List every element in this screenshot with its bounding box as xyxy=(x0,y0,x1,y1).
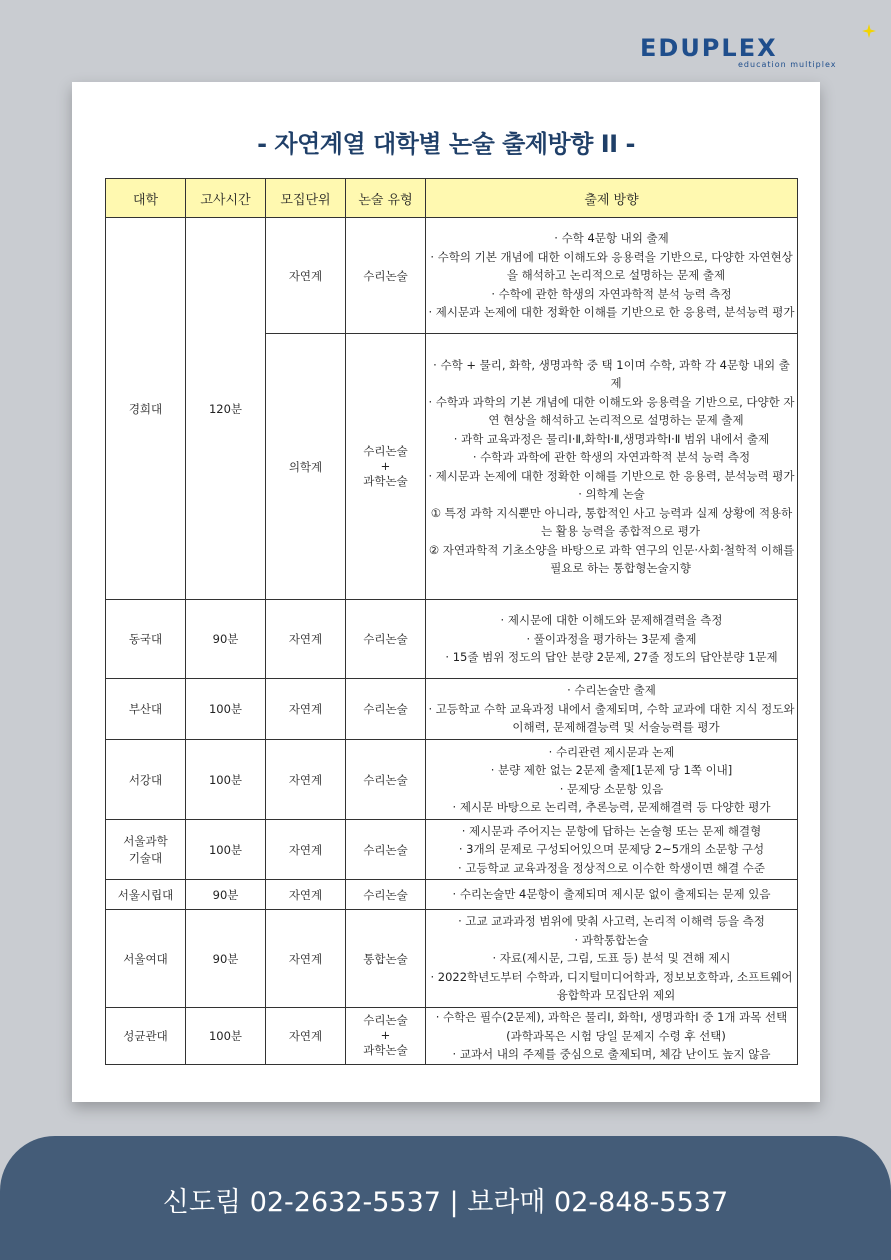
direction-cell xyxy=(426,740,798,820)
logo-sparkle-icon xyxy=(862,24,876,38)
document-page xyxy=(72,82,820,1102)
university-name-part: 기술대 xyxy=(128,850,163,865)
exam-time-cell: 90분 xyxy=(186,910,266,1008)
direction-point: · 수리논술만 4문항이 출제되며 제시문 없이 출제되는 문제 있음 xyxy=(452,887,771,902)
header-direction: 출제 방향 xyxy=(426,179,798,218)
direction-point: · 수학에 관한 학생의 자연과학적 분석 능력 측정 xyxy=(491,286,732,301)
essay-type-cell: 수리논술 xyxy=(346,740,426,820)
university-cell: 성균관대 xyxy=(106,1008,186,1065)
essay-type-cell xyxy=(346,334,426,600)
direction-point: · 제시문과 주어지는 문항에 답하는 논술형 또는 문제 해결형 xyxy=(461,823,762,838)
exam-time-cell: 90분 xyxy=(186,600,266,679)
university-cell: 서울시립대 xyxy=(106,880,186,910)
page-title: - 자연계열 대학별 논술 출제방향 II - xyxy=(257,130,635,158)
exam-time-cell: 90분 xyxy=(186,880,266,910)
direction-point: · 의학계 논술 xyxy=(578,487,645,501)
direction-cell xyxy=(426,218,798,334)
unit-cell: 자연계 xyxy=(266,218,346,334)
essay-type-part: 과학논술 xyxy=(363,1043,408,1058)
unit-cell: 자연계 xyxy=(266,600,346,679)
essay-type-part: 수리논술 xyxy=(363,1013,408,1028)
exam-time-cell: 100분 xyxy=(186,1008,266,1065)
university-cell: 서강대 xyxy=(106,740,186,820)
table-row xyxy=(106,740,798,820)
exam-time-cell: 120분 xyxy=(186,218,266,600)
header-essay-type: 논술 유형 xyxy=(346,179,426,218)
exam-time-cell: 100분 xyxy=(186,679,266,740)
branch-phone-numbers: 신도림 02-2632-5537 | 보라매 02-848-5537 xyxy=(162,1187,729,1218)
unit-cell: 자연계 xyxy=(266,1008,346,1065)
direction-point: · 자료(제시문, 그림, 도표 등) 분석 및 견해 제시 xyxy=(492,951,731,966)
direction-cell xyxy=(426,820,798,880)
unit-cell: 자연계 xyxy=(266,740,346,820)
direction-point: · 수학과 과학에 관한 학생의 자연과학적 분석 능력 측정 xyxy=(472,450,751,464)
direction-cell xyxy=(426,679,798,740)
direction-point: · 수학 + 물리, 화학, 생명과학 중 택 1이며 수학, 과학 각 4문항 내외 출제 xyxy=(433,357,790,390)
direction-point: · 제시문과 논제에 대한 정확한 이해를 기반으로 한 응용력, 분석능력 평가 xyxy=(428,305,795,320)
unit-cell: 자연계 xyxy=(266,880,346,910)
university-cell: 부산대 xyxy=(106,679,186,740)
direction-subpoint: ② 자연과학적 기초소양을 바탕으로 과학 연구의 인문·사회·철학적 이해를 필요로 하는 통합형논술지향 xyxy=(428,542,795,575)
unit-cell: 자연계 xyxy=(266,910,346,1008)
university-cell: 경희대 xyxy=(106,218,186,600)
direction-cell xyxy=(426,910,798,1008)
unit-cell: 자연계 xyxy=(266,679,346,740)
logo-tagline: education multiplex xyxy=(738,60,837,69)
university-cell: 동국대 xyxy=(106,600,186,679)
direction-point: · 수학의 기본 개념에 대한 이해도와 응용력을 기반으로, 다양한 자연현상을 해석하고 논리적으로 설명하는 문제 출제 xyxy=(430,249,793,283)
direction-point: · 풀이과정을 평가하는 3문제 출제 xyxy=(526,631,697,646)
essay-type-cell: 통합논술 xyxy=(346,910,426,1008)
direction-point: · 15줄 범위 정도의 답안 분량 2문제, 27줄 정도의 답안분량 1문제 xyxy=(445,650,778,665)
direction-point: · 고교 교과과정 범위에 맞춰 사고력, 논리적 이해력 등을 측정 xyxy=(458,914,765,929)
table-row xyxy=(106,1008,798,1065)
contact-footer xyxy=(0,1136,891,1260)
direction-point: · 제시문 바탕으로 논리력, 추론능력, 문제해결력 등 다양한 평가 xyxy=(452,800,771,814)
essay-type-plus: + xyxy=(380,459,391,473)
direction-point: · 수리논술만 출제 xyxy=(567,683,656,698)
eduplex-logo xyxy=(640,34,870,74)
direction-point: · 수학은 필수(2문제), 과학은 물리Ⅰ, 화학Ⅰ, 생명과학Ⅰ 중 1개 과목 선택(과학과목은 시험 당일 문제지 수령 후 선택) xyxy=(435,1010,788,1043)
exam-time-cell: 100분 xyxy=(186,820,266,880)
table-row xyxy=(106,679,798,740)
table-row xyxy=(106,880,798,910)
direction-point: · 과학통합논술 xyxy=(574,932,649,947)
table-row xyxy=(106,218,798,334)
unit-cell: 자연계 xyxy=(266,820,346,880)
university-cell xyxy=(106,820,186,880)
direction-point: · 수학 4문항 내외 출제 xyxy=(554,231,669,246)
unit-cell: 의학계 xyxy=(266,334,346,600)
essay-type-cell: 수리논술 xyxy=(346,820,426,880)
essay-type-cell xyxy=(346,1008,426,1065)
direction-point: · 고등학교 수학 교육과정 내에서 출제되며, 수학 교과에 대한 지식 정도와 이해력, 문제해결능력 및 서술능력를 평가 xyxy=(428,701,795,735)
essay-type-cell: 수리논술 xyxy=(346,679,426,740)
essay-type-cell: 수리논술 xyxy=(346,600,426,679)
header-exam-time: 고사시간 xyxy=(186,179,266,218)
direction-point: · 2022학년도부터 수학과, 디지털미디어학과, 정보보호학과, 소프트웨어융합학과 모집단위 제외 xyxy=(430,969,793,1003)
logo-name: EDUPLEX xyxy=(640,34,778,62)
essay-direction-table xyxy=(105,178,798,1065)
essay-type-part: 수리논술 xyxy=(363,444,408,458)
essay-type-plus: + xyxy=(380,1028,391,1043)
header-unit: 모집단위 xyxy=(266,179,346,218)
direction-point: · 교과서 내의 주제를 중심으로 출제되며, 체감 난이도 높지 않음 xyxy=(452,1047,771,1061)
direction-point: · 분량 제한 없는 2문제 출제[1문제 당 1쪽 이내] xyxy=(490,763,733,777)
essay-type-cell: 수리논술 xyxy=(346,218,426,334)
essay-type-part: 과학논술 xyxy=(363,474,408,488)
direction-point: · 과학 교육과정은 물리Ⅰ·Ⅱ,화학Ⅰ·Ⅱ,생명과학Ⅰ·Ⅱ 범위 내에서 출제 xyxy=(453,431,770,446)
essay-type-cell: 수리논술 xyxy=(346,880,426,910)
header-university: 대학 xyxy=(106,179,186,218)
university-cell: 서울여대 xyxy=(106,910,186,1008)
table-row xyxy=(106,600,798,679)
direction-cell xyxy=(426,334,798,600)
direction-point: · 제시문에 대한 이해도와 문제해결력을 측정 xyxy=(500,613,723,628)
direction-point: · 3개의 문제로 구성되어있으며 문제당 2~5개의 소문항 구성 xyxy=(458,842,765,857)
direction-point: · 고등학교 교육과정을 정상적으로 이수한 학생이면 해결 수준 xyxy=(458,860,765,875)
direction-point: · 문제당 소문항 있음 xyxy=(559,781,664,796)
university-name-part: 서울과학 xyxy=(123,833,168,848)
direction-point: · 수리관련 제시문과 논제 xyxy=(548,744,675,759)
table-row xyxy=(106,820,798,880)
direction-cell xyxy=(426,1008,798,1065)
direction-point: · 제시문과 논제에 대한 정확한 이해를 기반으로 한 응용력, 분석능력 평가 xyxy=(428,468,795,483)
exam-time-cell: 100분 xyxy=(186,740,266,820)
direction-subpoint: ① 특정 과학 지식뿐만 아니라, 통합적인 사고 능력과 실제 상황에 적용하는 활용 능력을 종합적으로 평가 xyxy=(430,505,793,538)
direction-point: · 수학과 과학의 기본 개념에 대한 이해도와 응용력을 기반으로, 다양한 자연 현상을 해석하고 논리적으로 설명하는 문제 출제 xyxy=(428,394,795,427)
direction-cell xyxy=(426,880,798,910)
direction-cell xyxy=(426,600,798,679)
table-header-row xyxy=(106,179,798,218)
table-row xyxy=(106,910,798,1008)
